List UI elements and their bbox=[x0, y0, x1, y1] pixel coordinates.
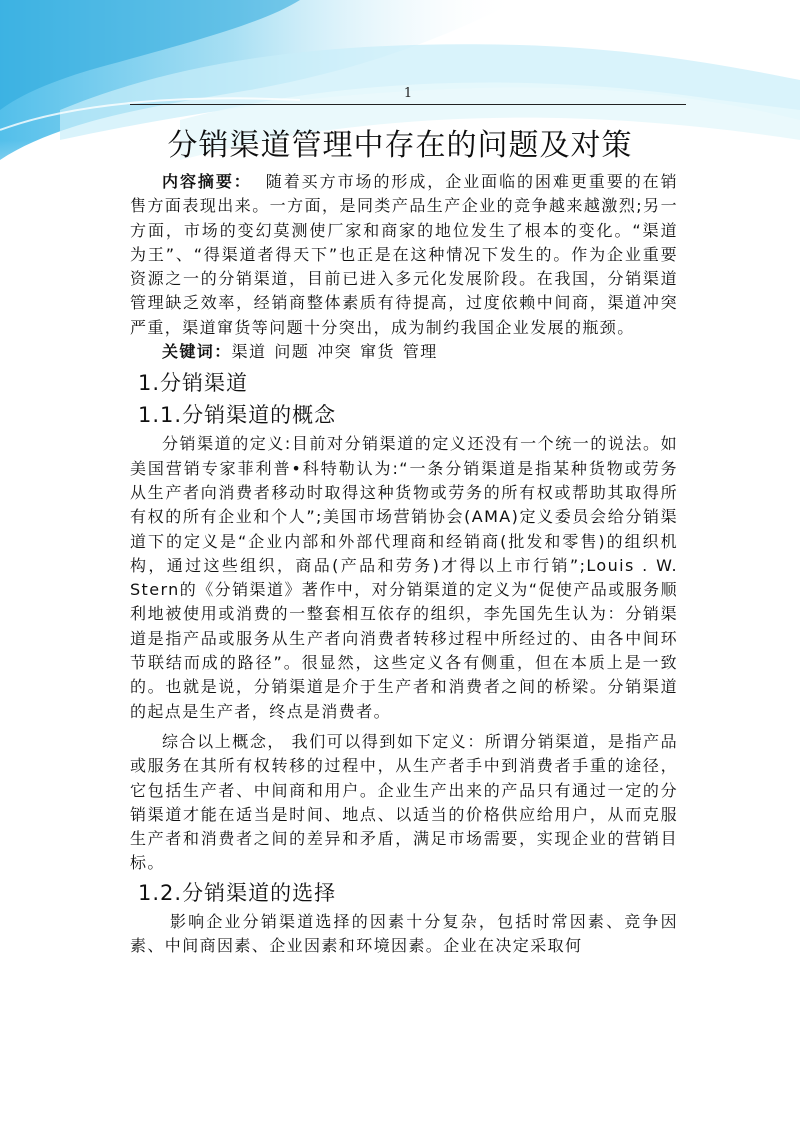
keyword-item: 窜货 bbox=[360, 342, 395, 362]
document-title: 分销渠道管理中存在的问题及对策 bbox=[167, 128, 633, 163]
header-rule bbox=[130, 104, 686, 105]
body-paragraph: 分销渠道的定义:目前对分销渠道的定义还没有一个统一的说法。如美国营销专家菲利普•科特勒认为:“一条分销渠道是指某种货物或劳务从生产者向消费者移动时取得这种货物或劳务的所有权或帮助其取得所有权的所有企业和个人”;美国市场营销协会(AMA)定义委员会给分销渠道下的定义是“企业内部和外部代理商和经销商(批发和零售)的组织机构，通过这些组织，商品(产品和劳务)才得以上市行销”;Louis . W. Stern的《分销渠道》著作中，对分销渠道的定义为“促使产品或服务顺利地被使用或消费的一整套相互依存的组织，李先国先生认为：分销渠道是指产品或服务从生产者向消费者转移过程中所经过的、由各中间环节联结而成的路径”。很显然，这些定义各有侧重，但在本质上是一致的。也就是说，分销渠道是介于生产者和消费者之间的桥梁。分销渠道的起点是生产者，终点是消费者。 bbox=[130, 434, 678, 721]
keyword-item: 管理 bbox=[402, 342, 438, 362]
document-body bbox=[130, 170, 678, 958]
keywords-label: 关键词： bbox=[162, 342, 232, 362]
abstract-paragraph bbox=[130, 170, 678, 340]
body-paragraph: 综合以上概念， 我们可以得到如下定义：所谓分销渠道，是指产品或服务在其所有权转移的过程中，从生产者手中到消费者手重的途径，它包括生产者、中间商和用户。企业生产出来的产品只有通过一定的分销渠道才能在适当是时间、地点、以适当的价格供应给用户，从而克服生产者和消费者之间的差异和矛盾，满足市场需要，实现企业的营销目标。 bbox=[130, 731, 678, 873]
body-paragraph: 影响企业分销渠道选择的因素十分复杂，包括时常因素、竞争因素、中间商因素、企业因素和环境因素。企业在决定采取何 bbox=[130, 911, 678, 956]
section-heading-1-2: 1.2.分销渠道的选择 bbox=[138, 880, 337, 905]
keywords-line bbox=[130, 340, 678, 364]
section-heading-1: 1.分销渠道 bbox=[138, 371, 249, 396]
keyword-item: 问题 bbox=[274, 342, 310, 362]
keyword-item: 渠道 bbox=[231, 342, 267, 362]
abstract-text: 随着买方市场的形成，企业面临的困难更重要的在销售方面表现出来。一方面，是同类产品生产企业的竞争越来越激烈;另一方面，市场的变幻莫测使厂家和商家的地位发生了根本的变化。“渠道为王”、“得渠道者得天下”也正是在这种情况下发生的。作为企业重要资源之一的分销渠道，目前已进入多元化发展阶段。在我国，分销渠道管理缺乏效率，经销商整体素质有待提高，过度依赖中间商，渠道冲突严重，渠道窜货等问题十分突出，成为制约我国企业发展的瓶颈。 bbox=[130, 172, 678, 337]
keyword-item: 冲突 bbox=[317, 342, 353, 362]
page-number: 1 bbox=[403, 86, 413, 101]
section-heading-1-1: 1.1.分销渠道的概念 bbox=[138, 403, 337, 428]
abstract-label: 内容摘要： bbox=[162, 172, 252, 191]
